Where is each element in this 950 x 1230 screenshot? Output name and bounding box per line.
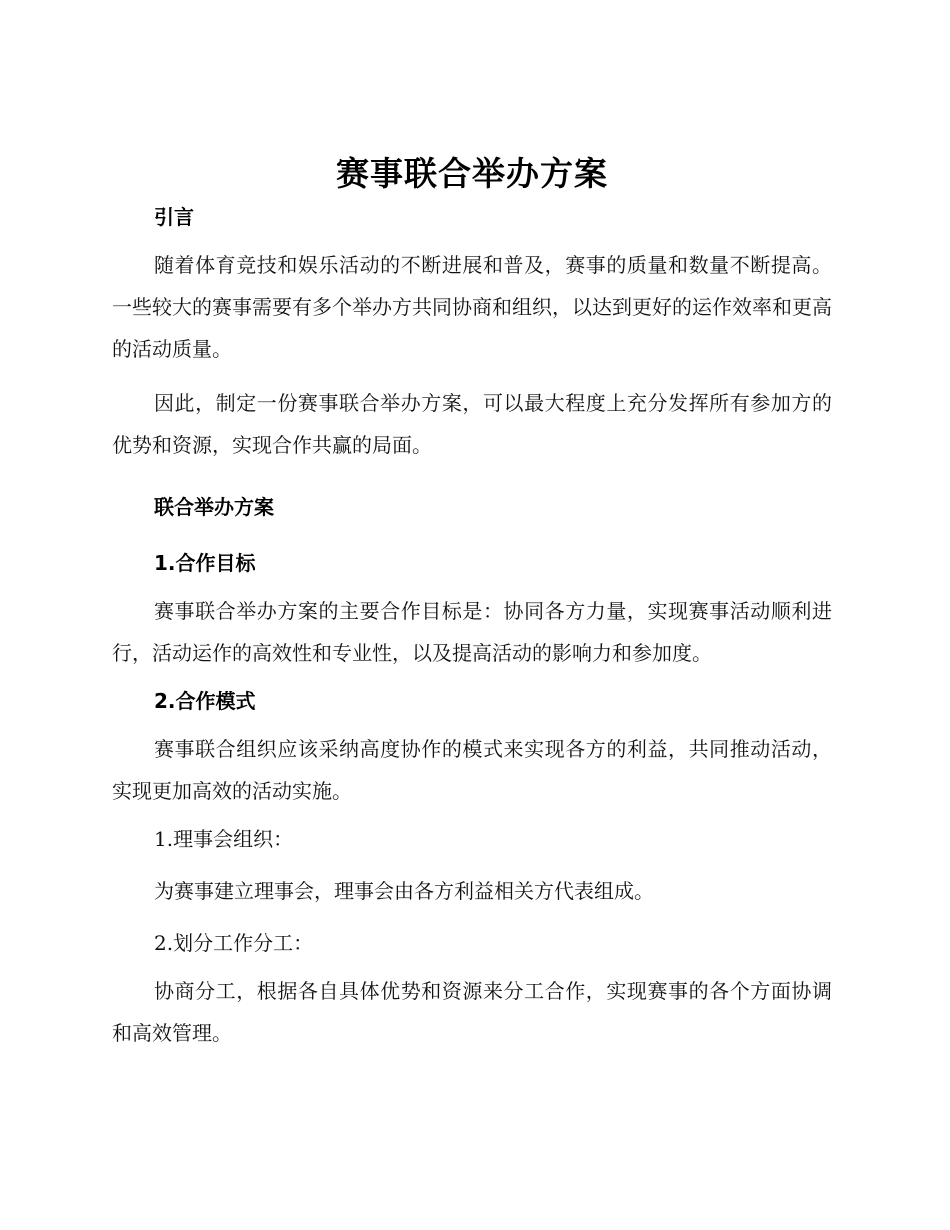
- paragraph-intro-1: 随着体育竞技和娱乐活动的不断进展和普及，赛事的质量和数量不断提高。一些较大的赛事需要有多个举办方共同协商和组织，以达到更好的运作效率和更高的活动质量。: [112, 253, 832, 361]
- paragraph-council-organization: 为赛事建立理事会，理事会由各方利益相关方代表组成。: [154, 879, 654, 903]
- heading-introduction: 引言: [154, 205, 194, 229]
- heading-cooperation-mode: 2.合作模式: [154, 689, 256, 713]
- paragraph-cooperation-goal: 赛事联合举办方案的主要合作目标是：协同各方力量，实现赛事活动顺利进行，活动运作的高效性和专业性，以及提高活动的影响力和参加度。: [112, 599, 832, 665]
- document-body: [112, 150, 832, 1054]
- heading-joint-plan: 联合举办方案: [154, 495, 274, 519]
- document-title: 赛事联合举办方案: [336, 154, 608, 193]
- spacer: [112, 370, 832, 382]
- spacer: [112, 674, 832, 686]
- heading-cooperation-goal: 1.合作目标: [154, 551, 256, 575]
- paragraph-intro-2: 因此，制定一份赛事联合举办方案，可以最大程度上充分发挥所有参加方的优势和资源，实现合作共赢的局面。: [112, 391, 832, 457]
- label-council-organization: 1.理事会组织：: [154, 827, 294, 851]
- spacer: [112, 958, 832, 970]
- paragraph-cooperation-mode: 赛事联合组织应该采纳高度协作的模式来实现各方的利益，共同推动活动，实现更加高效的活动实施。: [112, 737, 832, 803]
- paragraph-work-division: 协商分工，根据各自具体优势和资源来分工合作，实现赛事的各个方面协调和高效管理。: [112, 979, 832, 1045]
- spacer: [112, 232, 832, 244]
- spacer: [112, 466, 832, 492]
- spacer: [112, 854, 832, 876]
- spacer: [112, 522, 832, 548]
- spacer: [112, 812, 832, 824]
- spacer: [112, 906, 832, 928]
- label-work-division: 2.划分工作分工：: [154, 931, 314, 955]
- spacer: [112, 578, 832, 590]
- spacer: [112, 716, 832, 728]
